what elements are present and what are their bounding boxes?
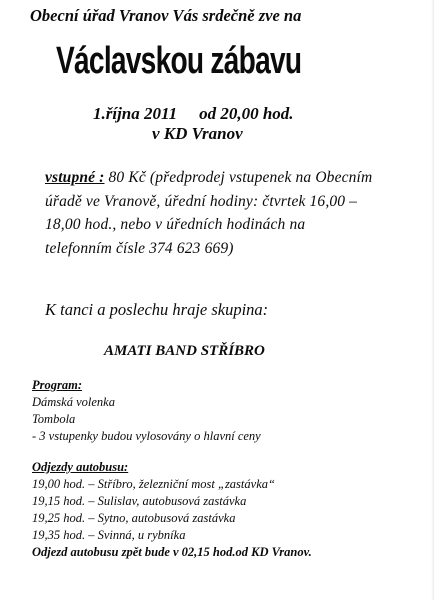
program-item: Dámská volenka [32, 395, 115, 409]
program-section [32, 377, 261, 445]
event-title: Václavskou zábavu [56, 40, 302, 82]
event-time: od 20,00 hod. [199, 104, 294, 123]
admission-text: 80 Kč (předprodej vstupenek na Obecním úřadě ve Vranově, úřední hodiny: čtvrtek 16,00 – 18,00 hod., nebo v úředních hodinách na telefonním čísle 374 623 669) [45, 169, 373, 257]
bus-departure: 19,35 hod. – Svinná, u rybníka [32, 528, 186, 542]
event-venue: v KD Vranov [152, 124, 243, 143]
bus-departure: 19,00 hod. – Stříbro, železniční most „zastávka“ [32, 477, 275, 491]
invitation-line: Obecní úřad Vranov Vás srdečně zve na [30, 6, 302, 25]
admission-label: vstupné : [45, 169, 105, 186]
bus-heading: Odjezdy autobusu: [32, 460, 129, 474]
bus-departure: 19,25 hod. – Sytno, autobusová zastávka [32, 511, 236, 525]
bus-departure: 19,15 hod. – Sulislav, autobusová zastávka [32, 494, 247, 508]
bus-return-note: Odjezd autobusu zpět bude v 02,15 hod.od KD Vranov. [32, 545, 312, 559]
bus-section [32, 459, 312, 561]
admission-info [45, 166, 375, 260]
program-item: Tombola [32, 412, 76, 426]
event-date: 1.října 2011 [93, 104, 178, 123]
program-item: - 3 vstupenky budou vylosovány o hlavní ceny [32, 429, 261, 443]
event-date-time [93, 104, 294, 124]
band-intro: K tanci a poslechu hraje skupina: [45, 300, 269, 319]
program-heading: Program: [32, 378, 82, 392]
band-name: AMATI BAND STŘÍBRO [104, 343, 265, 359]
